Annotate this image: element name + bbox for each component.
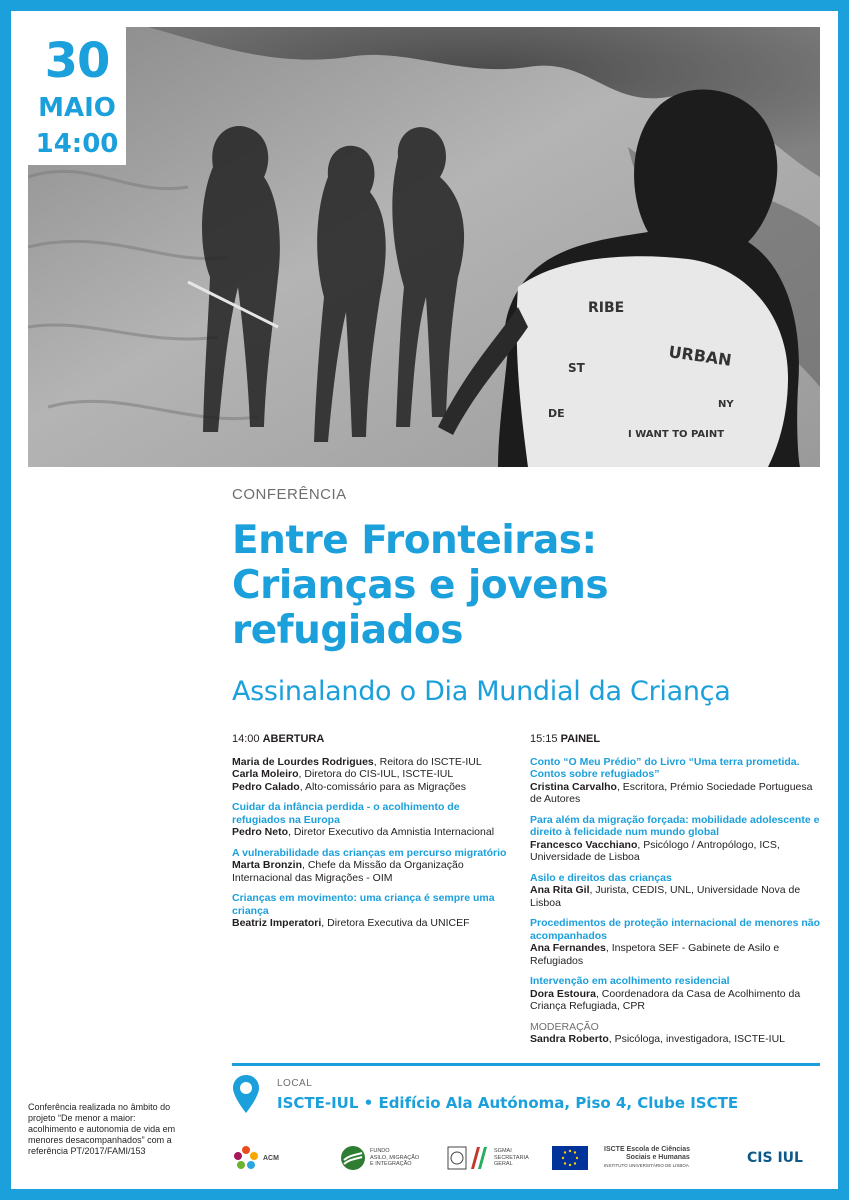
talk-item <box>232 801 512 839</box>
sgmai-line: GERAL <box>494 1161 513 1168</box>
moderation-block <box>530 1021 820 1046</box>
eu-flag-logo <box>552 1140 592 1176</box>
cis-iul-text: CIS IUL <box>747 1150 803 1166</box>
sgmai-logo <box>447 1140 547 1176</box>
fami-logo <box>340 1140 425 1176</box>
speaker-name: Dora Estoura <box>530 987 596 1000</box>
speaker-name: Francesco Vacchiano <box>530 838 638 851</box>
project-note: Conferência realizada no âmbito do projeto “De menor a maior: acolhimento e autonomia de vida em menores desacompanhados” com a referência PT/2017/FAMI/153 <box>28 1102 176 1156</box>
speaker-role: , Chefe da Missão da Organização Internacional das Migrações - OIM <box>232 859 464 884</box>
location-pin-icon <box>232 1074 260 1118</box>
opening-speakers <box>232 756 512 794</box>
talk-title: Para além da migração forçada: mobilidade adolescente e direito à felicidade num mundo global <box>530 813 820 838</box>
event-month: MAIO <box>38 93 116 123</box>
iscte-logo <box>604 1140 712 1176</box>
speaker-name: Ana Fernandes <box>530 942 606 954</box>
speaker-line <box>232 859 512 884</box>
svg-text:ST: ST <box>568 361 585 375</box>
speaker-line <box>232 826 512 839</box>
section-title: PAINEL <box>560 733 601 745</box>
fami-line: E INTEGRAÇÃO <box>370 1161 412 1168</box>
speaker-role: , Diretora Executiva da UNICEF <box>321 917 470 929</box>
talk-title: Procedimentos de proteção internacional de menores não acompanhados <box>530 917 820 942</box>
section-time: 15:15 <box>530 733 558 745</box>
acm-logo <box>232 1140 327 1176</box>
speaker-line <box>232 917 512 930</box>
talk-item <box>530 756 820 806</box>
svg-text:DE: DE <box>548 407 565 420</box>
iscte-school: Escola de Ciências <box>626 1146 690 1153</box>
speaker-line <box>232 768 512 781</box>
talk-title: Cuidar da infância perdida - o acolhimento de refugiados na Europa <box>232 801 460 826</box>
speaker-name: Sandra Roberto <box>530 1033 609 1045</box>
event-day: 30 <box>44 33 110 89</box>
talk-item <box>530 872 820 910</box>
speaker-line <box>232 781 512 794</box>
section-title: ABERTURA <box>262 733 325 745</box>
talk-item <box>232 847 512 885</box>
sgmai-text <box>494 1148 529 1168</box>
speaker-line <box>530 839 820 864</box>
speaker-line <box>530 884 820 909</box>
iscte-name: ISCTE <box>604 1146 625 1153</box>
speaker-role: , Coordenadora da Casa de Acolhimento da Criança Refugiada, CPR <box>530 987 801 1012</box>
kicker-label: CONFERÊNCIA <box>232 486 347 503</box>
svg-text:I WANT TO PAINT: I WANT TO PAINT <box>628 429 725 440</box>
speaker-role: , Alto-comissário para as Migrações <box>299 780 467 793</box>
sgmai-line: SGMAI <box>494 1148 512 1155</box>
speaker-role: , Jurista, CEDIS, UNL, Universidade Nova de Lisboa <box>530 884 801 909</box>
talk-item <box>530 975 820 1013</box>
iscte-text <box>604 1146 690 1170</box>
republic-emblem-icon <box>447 1145 491 1171</box>
speaker-name: Maria de Lourdes Rodrigues <box>232 755 374 768</box>
speaker-role: , Psicóloga, investigadora, ISCTE-IUL <box>608 1033 786 1045</box>
speaker-role: , Diretora do CIS-IUL, ISCTE-IUL <box>298 768 454 780</box>
iscte-institute: INSTITUTO UNIVERSITÁRIO DE LISBOA <box>604 1163 689 1168</box>
eu-flag-icon <box>552 1146 588 1170</box>
acm-text: ACM <box>263 1154 279 1162</box>
talk-title: Asilo e direitos das crianças <box>530 871 672 884</box>
speaker-name: Pedro Neto <box>232 826 289 838</box>
fami-line: FUNDO <box>370 1148 390 1155</box>
fami-text <box>370 1148 419 1168</box>
speaker-name: Beatriz Imperatori <box>232 917 322 929</box>
speaker-line <box>530 781 820 806</box>
talk-title: A vulnerabilidade das crianças em percurso migratório <box>232 846 507 859</box>
fami-emblem-icon <box>340 1145 366 1171</box>
sponsor-logos <box>232 1140 820 1180</box>
hero-photo <box>28 27 820 467</box>
speaker-role: , Diretor Executivo da Amnistia Internacional <box>288 826 495 838</box>
speaker-name: Pedro Calado <box>232 780 300 793</box>
speaker-name: Ana Rita Gil <box>530 884 590 896</box>
speaker-line <box>530 988 820 1013</box>
speaker-name: Cristina Carvalho <box>530 780 617 793</box>
talk-title: Conto “O Meu Prédio” do Livro “Uma terra prometida. Contos sobre refugiados” <box>530 755 800 780</box>
speaker-line <box>530 942 820 967</box>
program-right <box>530 733 820 1054</box>
moderation-label: MODERAÇÃO <box>530 1020 599 1033</box>
talk-item <box>232 892 512 930</box>
acm-emblem-icon <box>232 1144 260 1172</box>
speaker-role: , Inspetora SEF - Gabinete de Asilo e Refugiados <box>530 942 780 967</box>
svg-text:URBAN: URBAN <box>667 342 733 370</box>
talk-title: Crianças em movimento: uma criança é sempre uma criança <box>232 892 495 917</box>
fami-line: ASILO, MIGRAÇÃO <box>370 1154 420 1161</box>
speaker-name: Carla Moleiro <box>232 768 299 780</box>
iscte-school-2: Sociais e Humanas <box>626 1154 690 1161</box>
svg-text:RIBE: RIBE <box>588 300 625 316</box>
conference-subtitle: Assinalando o Dia Mundial da Criança <box>232 676 731 707</box>
talk-item <box>530 917 820 967</box>
speaker-role: , Psicólogo / Antropólogo, ICS, Universidade de Lisboa <box>530 838 780 863</box>
speaker-line <box>232 756 512 769</box>
program-left <box>232 733 512 938</box>
talk-title: Intervenção em acolhimento residencial <box>530 975 730 987</box>
speaker-name: Marta Bronzin <box>232 859 303 871</box>
event-time: 14:00 <box>35 129 119 159</box>
location-label: LOCAL <box>277 1078 313 1089</box>
section-heading <box>530 733 820 746</box>
conference-title <box>232 518 792 653</box>
speaker-role: , Reitora do ISCTE-IUL <box>373 755 482 768</box>
sgmai-line: SECRETARIA <box>494 1154 529 1161</box>
speaker-line <box>530 1033 820 1046</box>
talk-item <box>530 814 820 864</box>
divider-rule <box>232 1063 820 1066</box>
cis-iul-logo <box>730 1140 820 1176</box>
title-line-3: refugiados <box>232 608 463 653</box>
location-venue: ISCTE-IUL • Edifício Ala Autónoma, Piso 4, Clube ISCTE <box>277 1094 739 1112</box>
svg-text:NY: NY <box>718 399 734 410</box>
title-line-1: Entre Fronteiras: <box>232 518 597 563</box>
section-heading <box>232 733 512 746</box>
title-line-2: Crianças e jovens <box>232 563 609 608</box>
speaker-role: , Escritora, Prémio Sociedade Portuguesa de Autores <box>530 780 813 805</box>
date-box <box>28 27 126 165</box>
section-time: 14:00 <box>232 733 260 745</box>
